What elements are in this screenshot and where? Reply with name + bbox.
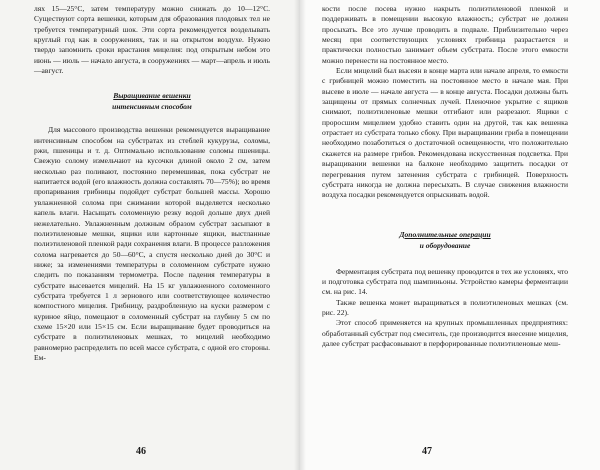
right-section-heading: [322, 229, 568, 251]
left-section-heading: [34, 90, 270, 112]
left-paragraph-2: Для массового производства вешенки рекомендуется выращивание интенсивным способом на субстратах из стеблей кукурузы, соломы, ржи, пшеницы и т. д. Оптимально использование соломы пшеницы. Свежую солому измельчают на кусочки длиной около 2 см, затем несколько раз поливают, постоянно перемешивая, пока субстрат не напитается водой (его влажность должна составлять 70—75%); во время пропаривания грибницы подойдет субстрат большей массы. Хорошо увлажненной солома при сжимании которой выделяется несколько капель влаги. Насыщать соломенную резку водой дольше двух дней нежелательно. Увлажненным должным образом субстрат засыпают в полиэтиленовые мешки, ящики или картонные ящики, выстланные полиэтиленовой пленкой ради сохранения влаги. В процессе разложения солома нагревается до 50—60°С, а спустя несколько дней до 30°С и ниже; за изменениями температуры в соломенном субстрате нужно следить по показаниям термометра. После падения температуры в субстрате высевается мицелий. На 15 кг увлажненного соломенного субстрата требуется 1 л зернового или соответствующее количество компостного мицелия. Грибницу, раздробленную на куски размером с куриное яйцо, помещают в соломенный субстрат на глубину 5 см по схеме 15×20 или 15×15 см. Если выращивание будет проводиться на субстрате в полиэтиленовых мешках, то мицелий необходимо равномерно распределить по всей массе субстрата, с одной его стороны. Ем-: [34, 125, 270, 362]
book-gutter-shadow: [294, 0, 306, 470]
right-paragraph-4: Также вешенка может выращиваться в полиэтиленовых мешках (см. рис. 22).: [322, 297, 568, 317]
right-heading-line-1: Дополнительные операции: [399, 229, 491, 239]
left-paragraph-1: лях 15—25°С, затем температуру можно снижать до 10—12°С. Существуют сорта вешенки, которым для образования плодовых тел не требуется температурный шок. Эти сорта рекомендуется возделывать круглый год как в сооружениях, так и на открытом воздухе. Нужно твердо запомнить сроки врастания мицелия: под открытым небом это июнь — июль — начало августа, в сооружениях — март—апрель и июль—август.: [34, 4, 270, 76]
left-text-column: [34, 4, 270, 363]
right-paragraph-1: кости после посева нужно накрыть полиэтиленовой пленкой и поддерживать в помещении высокую влажность; субстрат не должен просыхать. Все это лучше проводить в подвале. Приблизительно через месяц при соответствующих условиях грибница разрастается и практически полностью занимает объем субстрата. После этого емкости можно перенести на постоянное место.: [322, 4, 568, 65]
right-heading-line-2: и оборудование: [419, 240, 471, 250]
right-paragraph-3: Ферментация субстрата под вешенку проводится в тех же условиях, что и подготовка субстрата под шампиньоны. Устройство камеры ферментации см. на рис. 14.: [322, 266, 568, 297]
right-paragraph-2: Если мицелий был высеян в конце марта или начале апреля, то емкости с грибницей можно поместить на постоянное место в начале мая. При высеве в июле — начале августа — в конце августа. Посадки должны быть защищены от прямых солнечных лучей. Пленочное укрытие с ящиков снимают, полиэтиленовые мешки отгибают или разрезают. Ящики с проросшим мицелием удобно ставить один на другой, так как вешенка отрастает из субстрата только сбоку. При выращивании гриба в помещении необходимо позаботиться о достаточной освещенности, что положительно скажется на размере грибов. Рекомендована искусственная подсветка. При выращивании вешенки на балконе необходимо защитить посадки от перегревания путем затенения субстрата с грибницей. Поверхность субстрата никогда не должна пересыхать. В случае снижения влажности воздуха посадки рекомендуется опрыскивать водой.: [322, 66, 568, 200]
right-paragraph-5: Этот способ применяется на крупных промышленных предприятиях: обработанный субстрат под смеситель, где производится внесение мицелия, далее субстрат расфасовывают в перфорированные полиэтиленовые меш-: [322, 318, 568, 348]
left-page-number: 46: [136, 445, 146, 457]
right-text-column: [322, 4, 568, 349]
right-page: [300, 0, 600, 470]
left-heading-line-1: Выращивание вешенки: [113, 91, 191, 101]
right-page-number: 47: [422, 445, 432, 457]
left-heading-line-2: интенсивным способом: [112, 102, 192, 112]
